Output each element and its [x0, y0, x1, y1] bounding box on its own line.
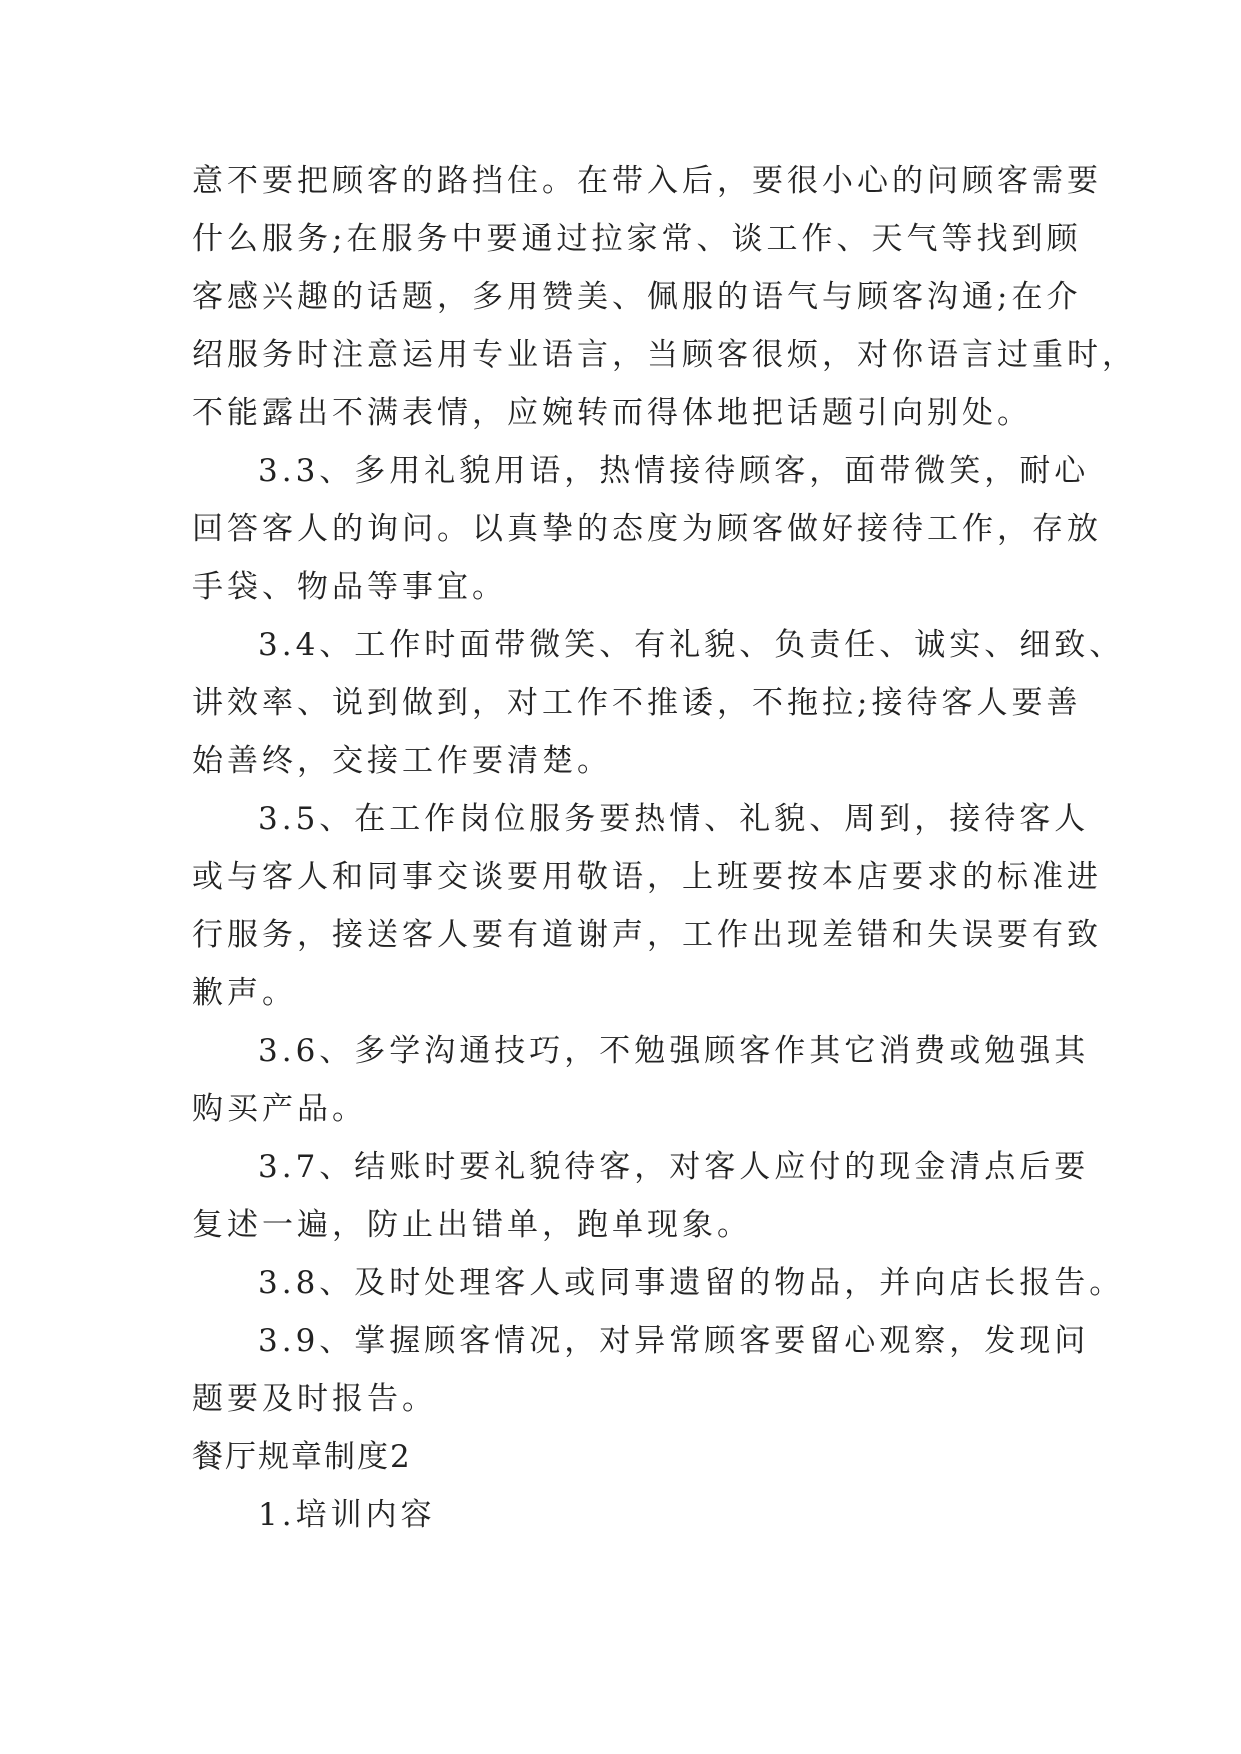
paragraph-line: 3.7、结账时要礼貌待客，对客人应付的现金清点后要: [258, 1149, 1090, 1185]
paragraph-line: 客感兴趣的话题，多用赞美、佩服的语气与顾客沟通;在介: [192, 279, 1082, 315]
paragraph-line: 意不要把顾客的路挡住。在带入后，要很小心的问顾客需要: [192, 163, 1102, 199]
paragraph-line: 讲效率、说到做到，对工作不推诿，不拖拉;接待客人要善: [192, 685, 1082, 721]
section-heading: 餐厅规章制度2: [192, 1439, 412, 1475]
paragraph-line: 3.8、及时处理客人或同事遗留的物品，并向店长报告。: [258, 1265, 1125, 1301]
paragraph-line: 复述一遍，防止出错单，跑单现象。: [192, 1207, 752, 1243]
paragraph-line: 行服务，接送客人要有道谢声，工作出现差错和失误要有致: [192, 917, 1102, 953]
paragraph-line: 始善终，交接工作要清楚。: [192, 743, 612, 779]
paragraph-line: 不能露出不满表情，应婉转而得体地把话题引向别处。: [192, 395, 1032, 431]
paragraph-line: 什么服务;在服务中要通过拉家常、谈工作、天气等找到顾: [192, 221, 1082, 257]
paragraph-line: 绍服务时注意运用专业语言，当顾客很烦，对你语言过重时，: [192, 337, 1137, 373]
paragraph-line: 3.6、多学沟通技巧，不勉强顾客作其它消费或勉强其: [258, 1033, 1090, 1069]
paragraph-line: 购买产品。: [192, 1091, 367, 1127]
paragraph-line: 歉声。: [192, 975, 297, 1011]
paragraph-line: 3.4、工作时面带微笑、有礼貌、负责任、诚实、细致、: [258, 627, 1125, 663]
paragraph-line: 3.3、多用礼貌用语，热情接待顾客，面带微笑，耐心: [258, 453, 1090, 489]
subsection-heading: 1.培训内容: [258, 1497, 436, 1533]
paragraph-line: 回答客人的询问。以真挚的态度为顾客做好接待工作，存放: [192, 511, 1102, 547]
paragraph-line: 题要及时报告。: [192, 1381, 437, 1417]
paragraph-line: 或与客人和同事交谈要用敬语，上班要按本店要求的标准进: [192, 859, 1102, 895]
paragraph-line: 3.9、掌握顾客情况，对异常顾客要留心观察，发现问: [258, 1323, 1090, 1359]
document-body: [192, 152, 1137, 1544]
paragraph-line: 3.5、在工作岗位服务要热情、礼貌、周到，接待客人: [258, 801, 1090, 837]
paragraph-line: 手袋、物品等事宜。: [192, 569, 507, 605]
